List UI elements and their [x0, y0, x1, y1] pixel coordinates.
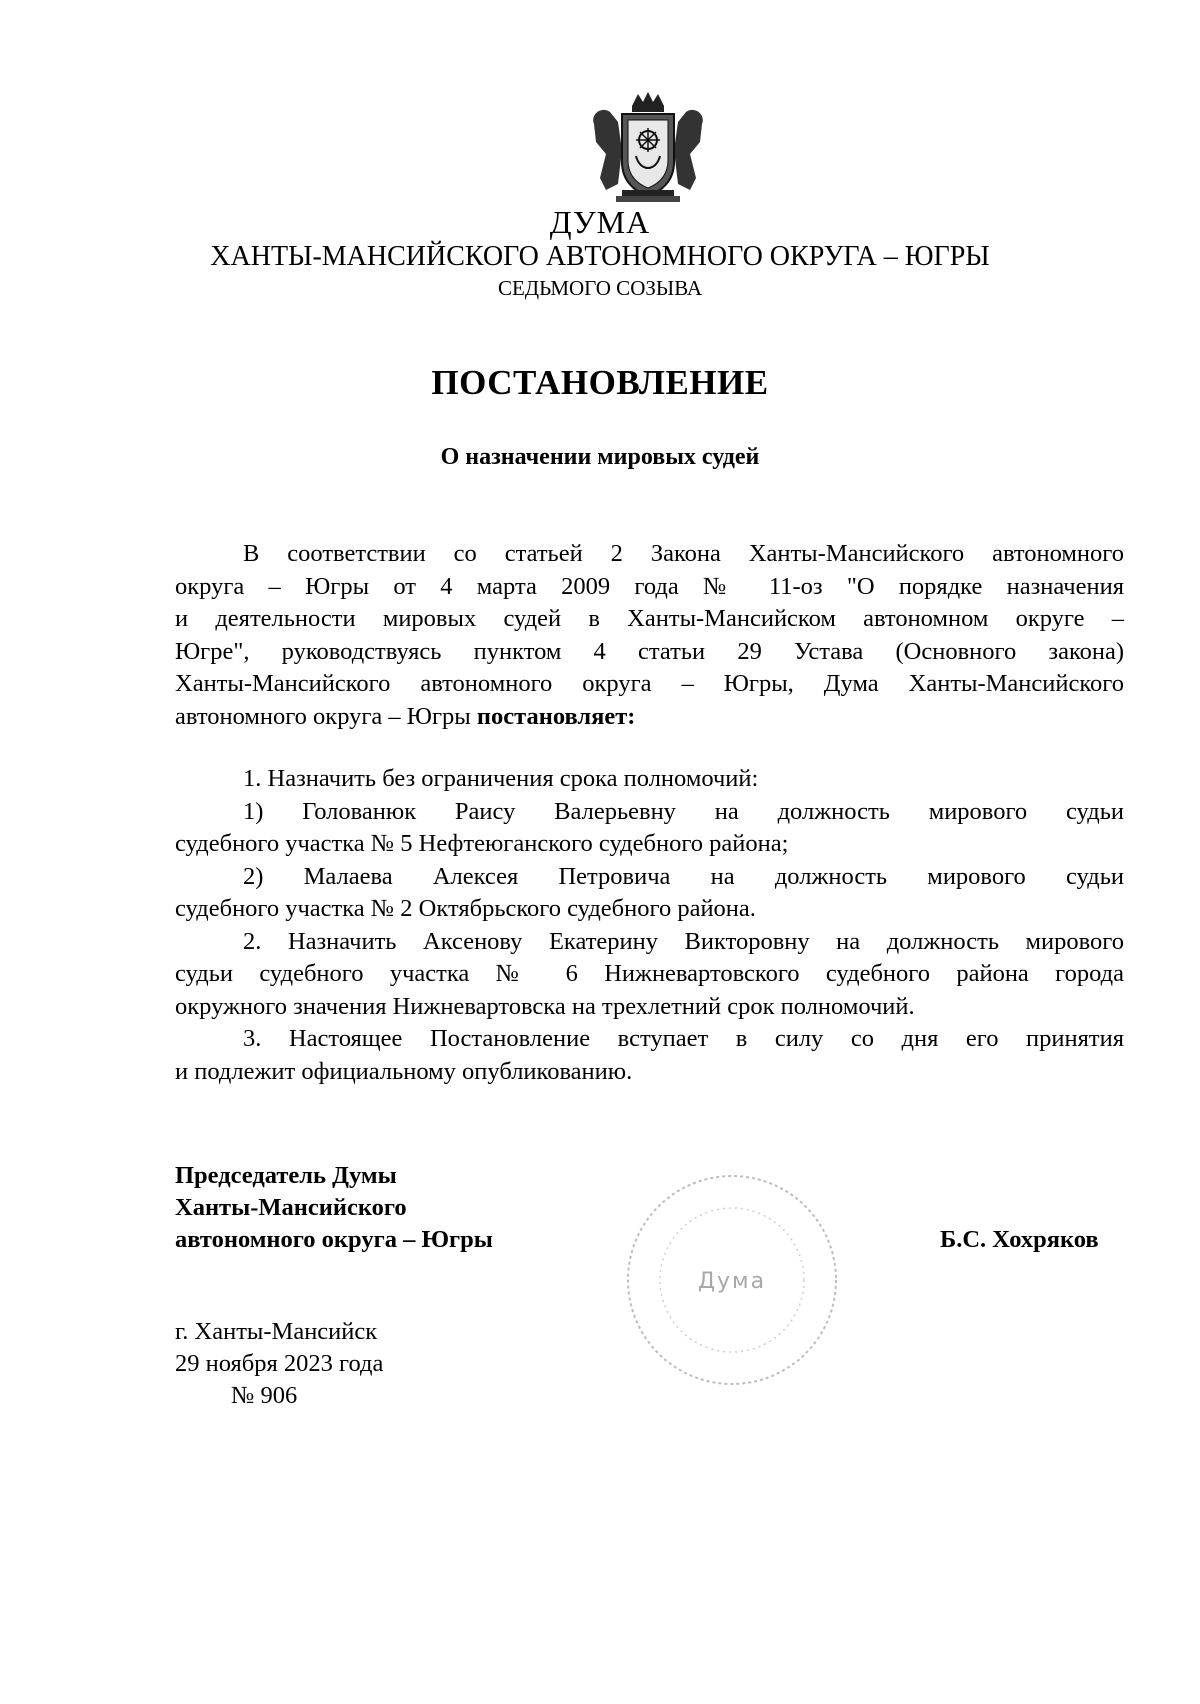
item-line: 2. Назначить Аксенову Екатерину Викторовну на должность мирового [243, 927, 1124, 955]
preamble-line: и деятельности мировых судей в Ханты-Мансийском автономном округе – [175, 605, 1124, 632]
document-subject: О назначении мировых судей [440, 444, 760, 470]
resolves-keyword: постановляет: [476, 702, 636, 730]
item-line: 1. Назначить без ограничения срока полномочий: [243, 765, 759, 792]
item-line: окружного значения Нижневартовска на трехлетний срок полномочий. [175, 992, 915, 1020]
signatory-title-line: Ханты-Мансийского [175, 1194, 407, 1221]
document-footer [175, 1316, 383, 1412]
item-line: 1) Голованюк Раису Валерьевну на должность мирового судьи [243, 797, 1124, 825]
signatory-title [175, 1160, 493, 1256]
okrug-name: ХАНТЫ-МАНСИЙСКОГО АВТОНОМНОГО ОКРУГА – ЮГРЫ [210, 241, 990, 272]
seal-stamp [622, 1170, 842, 1390]
preamble-line: округа – Югры от 4 марта 2009 года № 11-оз "О порядке назначения [175, 572, 1124, 600]
org-name: ДУМА [549, 204, 651, 240]
preamble [175, 538, 1124, 733]
date: 29 ноября 2023 года [175, 1350, 384, 1377]
preamble-text: автономного округа – Югры [175, 702, 471, 730]
document-type: ПОСТАНОВЛЕНИЕ [431, 363, 769, 402]
resolution-items [175, 763, 1124, 1088]
seal-text: Дума [697, 1269, 767, 1294]
convocation: СЕДЬМОГО СОЗЫВА [497, 276, 703, 300]
item-line: 2) Малаева Алексея Петровича на должность мирового судьи [243, 862, 1124, 890]
coat-of-arms-icon [588, 92, 708, 204]
item-line: 3. Настоящее Постановление вступает в силу со дня его принятия [243, 1025, 1124, 1052]
item-line: и подлежит официальному опубликованию. [175, 1057, 633, 1085]
preamble-line [175, 701, 1124, 734]
place: г. Ханты-Мансийск [175, 1318, 378, 1345]
item-line: судьи судебного участка № 6 Нижневартовского судебного района города [175, 960, 1124, 987]
item-line: судебного участка № 5 Нефтеюганского судебного района; [175, 830, 789, 857]
document-number: № 906 [231, 1382, 298, 1409]
signatory-name: Б.С. Хохряков [940, 1226, 1099, 1253]
signatory-title-line: автономного округа – Югры [175, 1226, 493, 1253]
preamble-line: Ханты-Мансийского автономного округа – Югры, Дума Ханты-Мансийского [175, 670, 1124, 697]
preamble-line: В соответствии со статьей 2 Закона Ханты-Мансийского автономного [243, 540, 1124, 567]
signatory-title-line: Председатель Думы [175, 1162, 397, 1189]
preamble-line: Югре", руководствуясь пунктом 4 статьи 29 Устава (Основного закона) [175, 637, 1124, 665]
item-line: судебного участка № 2 Октябрьского судебного района. [175, 895, 756, 922]
